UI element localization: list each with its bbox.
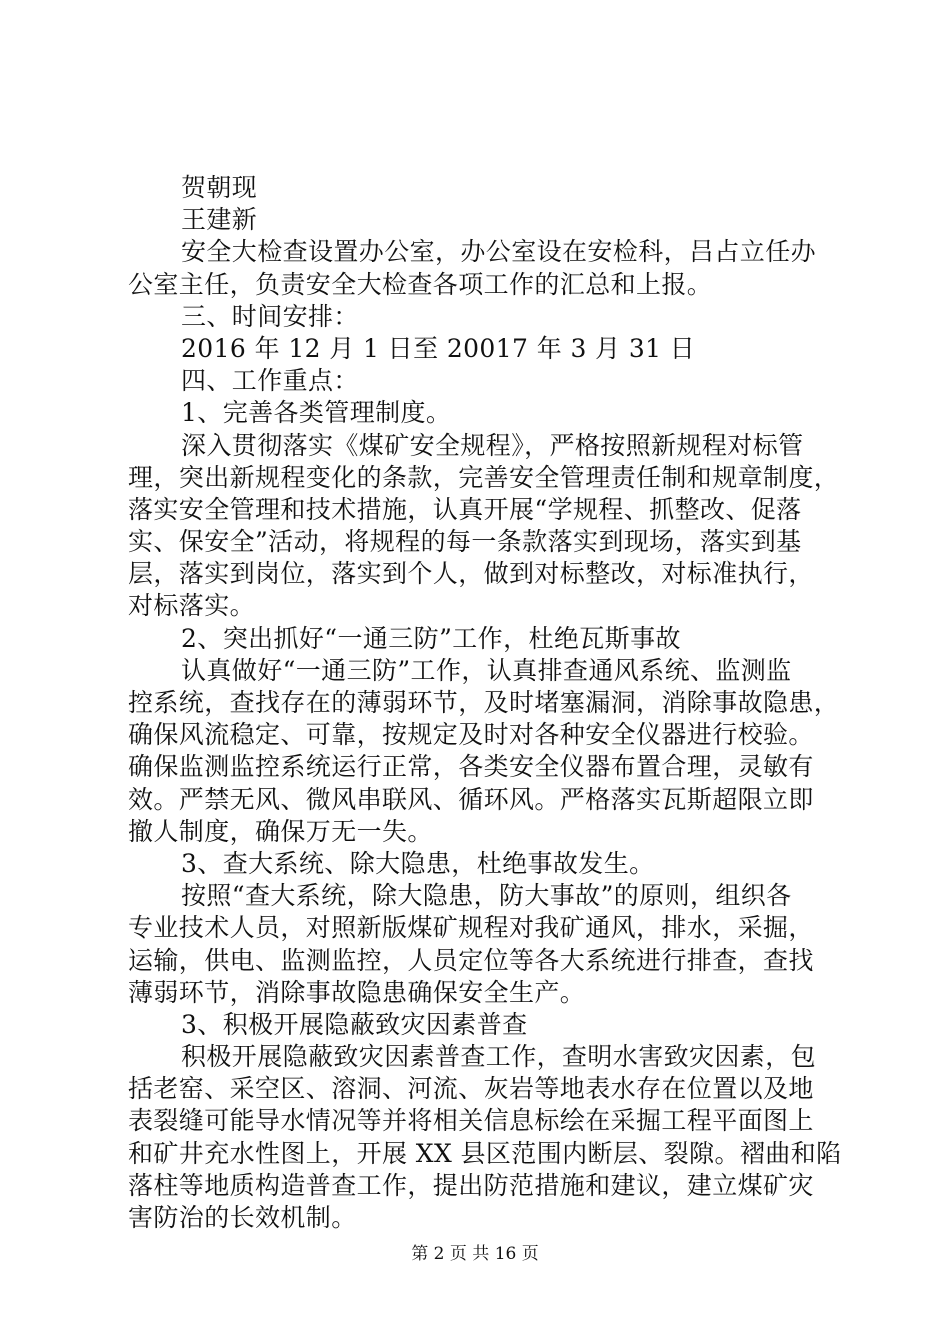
document-body — [128, 172, 848, 1234]
text-line: 按照“查大系统，除大隐患，防大事故”的原则，组织各 — [181, 881, 792, 911]
text-line: 害防治的长效机制。 — [128, 1203, 357, 1232]
text-line: 安全大检查设置办公室，办公室设在安检科，吕占立任办 — [181, 237, 817, 267]
text-line: 表裂缝可能导水情况等并将相关信息标绘在采掘工程平面图上 — [128, 1106, 814, 1136]
text-line: 贺朝现 — [181, 173, 258, 202]
page-number-footer: 第 2 页 共 16 页 — [411, 1244, 539, 1264]
text-line: 王建新 — [181, 205, 258, 235]
text-line: 三、时间安排： — [181, 301, 359, 331]
text-line: 公室主任，负责安全大检查各项工作的汇总和上报。 — [128, 269, 713, 299]
text-line: 理，突出新规程变化的条款，完善安全管理责任制和规章制度， — [128, 462, 840, 492]
text-line: 对标落实。 — [128, 591, 256, 621]
text-line: 1、完善各类管理制度。 — [181, 398, 452, 428]
text-line: 运输，供电、监测监控，人员定位等各大系统进行排查，查找 — [128, 945, 814, 975]
text-line: 3、查大系统、除大隐患，杜绝事故发生。 — [181, 848, 655, 878]
text-line: 和矿井充水性图上，开展 XX 县区范围内断层、裂隙。褶曲和陷 — [128, 1138, 842, 1168]
text-line: 确保监测监控系统运行正常，各类安全仪器布置合理，灵敏有 — [128, 752, 814, 782]
text-line: 四、工作重点： — [181, 366, 359, 396]
text-line: 落实安全管理和技术措施，认真开展“学规程、抓整改、促落 — [128, 494, 802, 524]
text-line: 实、保安全”活动，将规程的每一条款落实到现场，落实到基 — [128, 527, 802, 557]
text-line: 深入贯彻落实《煤矿安全规程》，严格按照新规程对标管 — [181, 430, 804, 460]
text-line: 效。严禁无风、微风串联风、循环风。严格落实瓦斯超限立即 — [128, 784, 814, 814]
text-line: 专业技术人员，对照新版煤矿规程对我矿通风，排水，采掘， — [128, 913, 814, 943]
text-line: 2016 年 12 月 1 日至 20017 年 3 月 31 日 — [181, 333, 696, 363]
text-line: 控系统，查找存在的薄弱环节，及时堵塞漏洞，消除事故隐患， — [128, 688, 840, 717]
text-line: 撤人制度，确保万无一失。 — [128, 816, 433, 846]
text-line: 薄弱环节，消除事故隐患确保安全生产。 — [128, 977, 586, 1007]
text-line: 积极开展隐蔽致灾因素普查工作，查明水害致灾因素，包 — [181, 1042, 817, 1072]
text-line: 层，落实到岗位，落实到个人，做到对标整改，对标准执行， — [128, 559, 814, 589]
text-line: 确保风流稳定、可靠，按规定及时对各种安全仪器进行校验。 — [128, 720, 814, 750]
text-line: 认真做好“一通三防”工作，认真排查通风系统、监测监 — [181, 655, 792, 685]
text-line: 落柱等地质构造普查工作，提出防范措施和建议，建立煤矿灾 — [128, 1170, 814, 1200]
text-line: 括老窑、采空区、溶洞、河流、灰岩等地表水存在位置以及地 — [128, 1074, 814, 1104]
text-line: 2、突出抓好“一通三防”工作，杜绝瓦斯事故 — [181, 623, 681, 653]
text-line: 3、积极开展隐蔽致灾因素普查 — [181, 1009, 528, 1039]
